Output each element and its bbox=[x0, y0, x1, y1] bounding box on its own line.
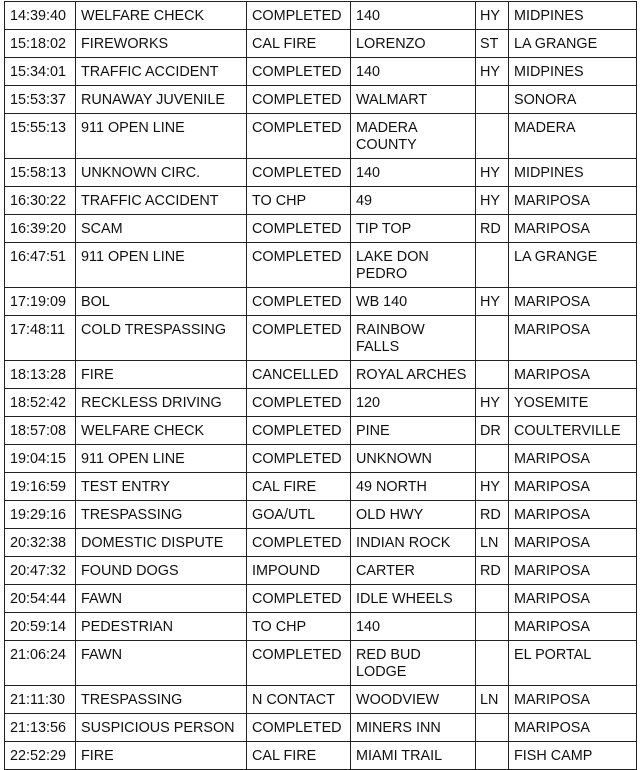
incident-type-cell: RECKLESS DRIVING bbox=[76, 389, 247, 417]
incident-type-cell: UNKNOWN CIRC. bbox=[76, 159, 247, 187]
street-cell: 140 bbox=[351, 159, 476, 187]
incident-type-cell: 911 OPEN LINE bbox=[76, 445, 247, 473]
incident-type-cell: COLD TRESPASSING bbox=[76, 316, 247, 361]
city-cell: MIDPINES bbox=[509, 159, 637, 187]
disposition-cell: CANCELLED bbox=[247, 361, 351, 389]
disposition-cell: COMPLETED bbox=[247, 529, 351, 557]
street-suffix-cell bbox=[476, 445, 509, 473]
disposition-cell: COMPLETED bbox=[247, 445, 351, 473]
disposition-cell: COMPLETED bbox=[247, 215, 351, 243]
street-suffix-cell: LN bbox=[476, 529, 509, 557]
incident-type-cell: FIRE bbox=[76, 361, 247, 389]
street-suffix-cell: HY bbox=[476, 159, 509, 187]
table-row bbox=[5, 529, 637, 557]
street-suffix-cell bbox=[476, 641, 509, 686]
incident-type-cell: TRESPASSING bbox=[76, 686, 247, 714]
time-cell: 19:04:15 bbox=[5, 445, 76, 473]
disposition-cell: COMPLETED bbox=[247, 243, 351, 288]
incident-type-cell: TEST ENTRY bbox=[76, 473, 247, 501]
street-suffix-cell bbox=[476, 243, 509, 288]
street-cell: MINERS INN bbox=[351, 714, 476, 742]
city-cell: MARIPOSA bbox=[509, 557, 637, 585]
disposition-cell: COMPLETED bbox=[247, 585, 351, 613]
city-cell: MARIPOSA bbox=[509, 501, 637, 529]
time-cell: 16:47:51 bbox=[5, 243, 76, 288]
time-cell: 16:39:20 bbox=[5, 215, 76, 243]
city-cell: MIDPINES bbox=[509, 2, 637, 30]
city-cell: SONORA bbox=[509, 86, 637, 114]
time-cell: 18:52:42 bbox=[5, 389, 76, 417]
street-suffix-cell: HY bbox=[476, 288, 509, 316]
table-row bbox=[5, 2, 637, 30]
table-row bbox=[5, 686, 637, 714]
city-cell: MARIPOSA bbox=[509, 316, 637, 361]
street-cell: 49 bbox=[351, 187, 476, 215]
disposition-cell: CAL FIRE bbox=[247, 473, 351, 501]
time-cell: 21:06:24 bbox=[5, 641, 76, 686]
table-row bbox=[5, 714, 637, 742]
street-suffix-cell: HY bbox=[476, 473, 509, 501]
incident-type-cell: 911 OPEN LINE bbox=[76, 114, 247, 159]
disposition-cell: CAL FIRE bbox=[247, 742, 351, 770]
city-cell: EL PORTAL bbox=[509, 641, 637, 686]
city-cell: YOSEMITE bbox=[509, 389, 637, 417]
table-row bbox=[5, 641, 637, 686]
city-cell: LA GRANGE bbox=[509, 30, 637, 58]
street-suffix-cell bbox=[476, 613, 509, 641]
table-row bbox=[5, 187, 637, 215]
time-cell: 21:13:56 bbox=[5, 714, 76, 742]
disposition-cell: IMPOUND bbox=[247, 557, 351, 585]
street-suffix-cell bbox=[476, 316, 509, 361]
time-cell: 14:39:40 bbox=[5, 2, 76, 30]
street-cell: UNKNOWN bbox=[351, 445, 476, 473]
city-cell: MARIPOSA bbox=[509, 529, 637, 557]
time-cell: 22:52:29 bbox=[5, 742, 76, 770]
disposition-cell: COMPLETED bbox=[247, 714, 351, 742]
incident-type-cell: SUSPICIOUS PERSON bbox=[76, 714, 247, 742]
street-cell: 140 bbox=[351, 613, 476, 641]
incident-type-cell: WELFARE CHECK bbox=[76, 2, 247, 30]
table-row bbox=[5, 288, 637, 316]
street-suffix-cell: HY bbox=[476, 58, 509, 86]
street-cell: OLD HWY bbox=[351, 501, 476, 529]
table-row bbox=[5, 473, 637, 501]
street-suffix-cell bbox=[476, 714, 509, 742]
city-cell: MARIPOSA bbox=[509, 686, 637, 714]
incident-type-cell: BOL bbox=[76, 288, 247, 316]
time-cell: 17:48:11 bbox=[5, 316, 76, 361]
incident-type-cell: PEDESTRIAN bbox=[76, 613, 247, 641]
time-cell: 16:30:22 bbox=[5, 187, 76, 215]
time-cell: 15:55:13 bbox=[5, 114, 76, 159]
street-cell: WALMART bbox=[351, 86, 476, 114]
street-suffix-cell bbox=[476, 742, 509, 770]
table-row bbox=[5, 585, 637, 613]
time-cell: 20:47:32 bbox=[5, 557, 76, 585]
city-cell: MARIPOSA bbox=[509, 585, 637, 613]
time-cell: 20:32:38 bbox=[5, 529, 76, 557]
street-suffix-cell bbox=[476, 361, 509, 389]
incident-log-table bbox=[4, 1, 637, 770]
incident-type-cell: TRAFFIC ACCIDENT bbox=[76, 187, 247, 215]
street-cell: 140 bbox=[351, 2, 476, 30]
time-cell: 15:53:37 bbox=[5, 86, 76, 114]
disposition-cell: N CONTACT bbox=[247, 686, 351, 714]
city-cell: MARIPOSA bbox=[509, 445, 637, 473]
table-row bbox=[5, 243, 637, 288]
table-row bbox=[5, 501, 637, 529]
disposition-cell: COMPLETED bbox=[247, 86, 351, 114]
street-suffix-cell: HY bbox=[476, 187, 509, 215]
time-cell: 15:58:13 bbox=[5, 159, 76, 187]
table-row bbox=[5, 389, 637, 417]
street-suffix-cell: HY bbox=[476, 2, 509, 30]
street-cell: INDIAN ROCK bbox=[351, 529, 476, 557]
incident-type-cell: FAWN bbox=[76, 641, 247, 686]
time-cell: 18:13:28 bbox=[5, 361, 76, 389]
street-suffix-cell: RD bbox=[476, 557, 509, 585]
disposition-cell: COMPLETED bbox=[247, 316, 351, 361]
street-cell: LAKE DON PEDRO bbox=[351, 243, 476, 288]
table-row bbox=[5, 417, 637, 445]
street-suffix-cell: RD bbox=[476, 215, 509, 243]
city-cell: MARIPOSA bbox=[509, 473, 637, 501]
disposition-cell: COMPLETED bbox=[247, 288, 351, 316]
disposition-cell: COMPLETED bbox=[247, 159, 351, 187]
street-cell: RED BUD LODGE bbox=[351, 641, 476, 686]
disposition-cell: COMPLETED bbox=[247, 417, 351, 445]
street-suffix-cell bbox=[476, 114, 509, 159]
table-row bbox=[5, 30, 637, 58]
city-cell: MARIPOSA bbox=[509, 714, 637, 742]
time-cell: 20:54:44 bbox=[5, 585, 76, 613]
city-cell: FISH CAMP bbox=[509, 742, 637, 770]
disposition-cell: GOA/UTL bbox=[247, 501, 351, 529]
city-cell: MIDPINES bbox=[509, 58, 637, 86]
city-cell: MARIPOSA bbox=[509, 215, 637, 243]
disposition-cell: COMPLETED bbox=[247, 114, 351, 159]
street-cell: 140 bbox=[351, 58, 476, 86]
time-cell: 15:34:01 bbox=[5, 58, 76, 86]
incident-type-cell: 911 OPEN LINE bbox=[76, 243, 247, 288]
street-cell: MIAMI TRAIL bbox=[351, 742, 476, 770]
city-cell: MARIPOSA bbox=[509, 288, 637, 316]
street-cell: MADERA COUNTY bbox=[351, 114, 476, 159]
disposition-cell: COMPLETED bbox=[247, 389, 351, 417]
incident-type-cell: DOMESTIC DISPUTE bbox=[76, 529, 247, 557]
street-cell: CARTER bbox=[351, 557, 476, 585]
table-row bbox=[5, 742, 637, 770]
street-suffix-cell bbox=[476, 585, 509, 613]
city-cell: LA GRANGE bbox=[509, 243, 637, 288]
table-row bbox=[5, 613, 637, 641]
time-cell: 20:59:14 bbox=[5, 613, 76, 641]
table-row bbox=[5, 159, 637, 187]
street-cell: ROYAL ARCHES bbox=[351, 361, 476, 389]
street-suffix-cell: LN bbox=[476, 686, 509, 714]
disposition-cell: COMPLETED bbox=[247, 641, 351, 686]
city-cell: MARIPOSA bbox=[509, 361, 637, 389]
incident-log-body bbox=[5, 2, 637, 770]
incident-type-cell: FOUND DOGS bbox=[76, 557, 247, 585]
table-row bbox=[5, 361, 637, 389]
street-cell: LORENZO bbox=[351, 30, 476, 58]
table-row bbox=[5, 316, 637, 361]
street-suffix-cell: RD bbox=[476, 501, 509, 529]
disposition-cell: COMPLETED bbox=[247, 58, 351, 86]
incident-type-cell: RUNAWAY JUVENILE bbox=[76, 86, 247, 114]
incident-type-cell: WELFARE CHECK bbox=[76, 417, 247, 445]
incident-type-cell: FIRE bbox=[76, 742, 247, 770]
time-cell: 19:16:59 bbox=[5, 473, 76, 501]
disposition-cell: CAL FIRE bbox=[247, 30, 351, 58]
street-cell: WB 140 bbox=[351, 288, 476, 316]
street-cell: IDLE WHEELS bbox=[351, 585, 476, 613]
incident-type-cell: SCAM bbox=[76, 215, 247, 243]
time-cell: 17:19:09 bbox=[5, 288, 76, 316]
disposition-cell: TO CHP bbox=[247, 613, 351, 641]
incident-type-cell: TRAFFIC ACCIDENT bbox=[76, 58, 247, 86]
time-cell: 18:57:08 bbox=[5, 417, 76, 445]
time-cell: 15:18:02 bbox=[5, 30, 76, 58]
disposition-cell: TO CHP bbox=[247, 187, 351, 215]
incident-type-cell: TRESPASSING bbox=[76, 501, 247, 529]
street-cell: WOODVIEW bbox=[351, 686, 476, 714]
street-suffix-cell bbox=[476, 86, 509, 114]
street-cell: 49 NORTH bbox=[351, 473, 476, 501]
time-cell: 21:11:30 bbox=[5, 686, 76, 714]
table-row bbox=[5, 86, 637, 114]
table-row bbox=[5, 58, 637, 86]
street-suffix-cell: ST bbox=[476, 30, 509, 58]
street-suffix-cell: HY bbox=[476, 389, 509, 417]
street-suffix-cell: DR bbox=[476, 417, 509, 445]
table-row bbox=[5, 445, 637, 473]
table-row bbox=[5, 114, 637, 159]
city-cell: MADERA bbox=[509, 114, 637, 159]
street-cell: PINE bbox=[351, 417, 476, 445]
city-cell: MARIPOSA bbox=[509, 187, 637, 215]
incident-type-cell: FIREWORKS bbox=[76, 30, 247, 58]
street-cell: RAINBOW FALLS bbox=[351, 316, 476, 361]
table-row bbox=[5, 215, 637, 243]
street-cell: 120 bbox=[351, 389, 476, 417]
time-cell: 19:29:16 bbox=[5, 501, 76, 529]
incident-type-cell: FAWN bbox=[76, 585, 247, 613]
disposition-cell: COMPLETED bbox=[247, 2, 351, 30]
city-cell: MARIPOSA bbox=[509, 613, 637, 641]
city-cell: COULTERVILLE bbox=[509, 417, 637, 445]
table-row bbox=[5, 557, 637, 585]
street-cell: TIP TOP bbox=[351, 215, 476, 243]
